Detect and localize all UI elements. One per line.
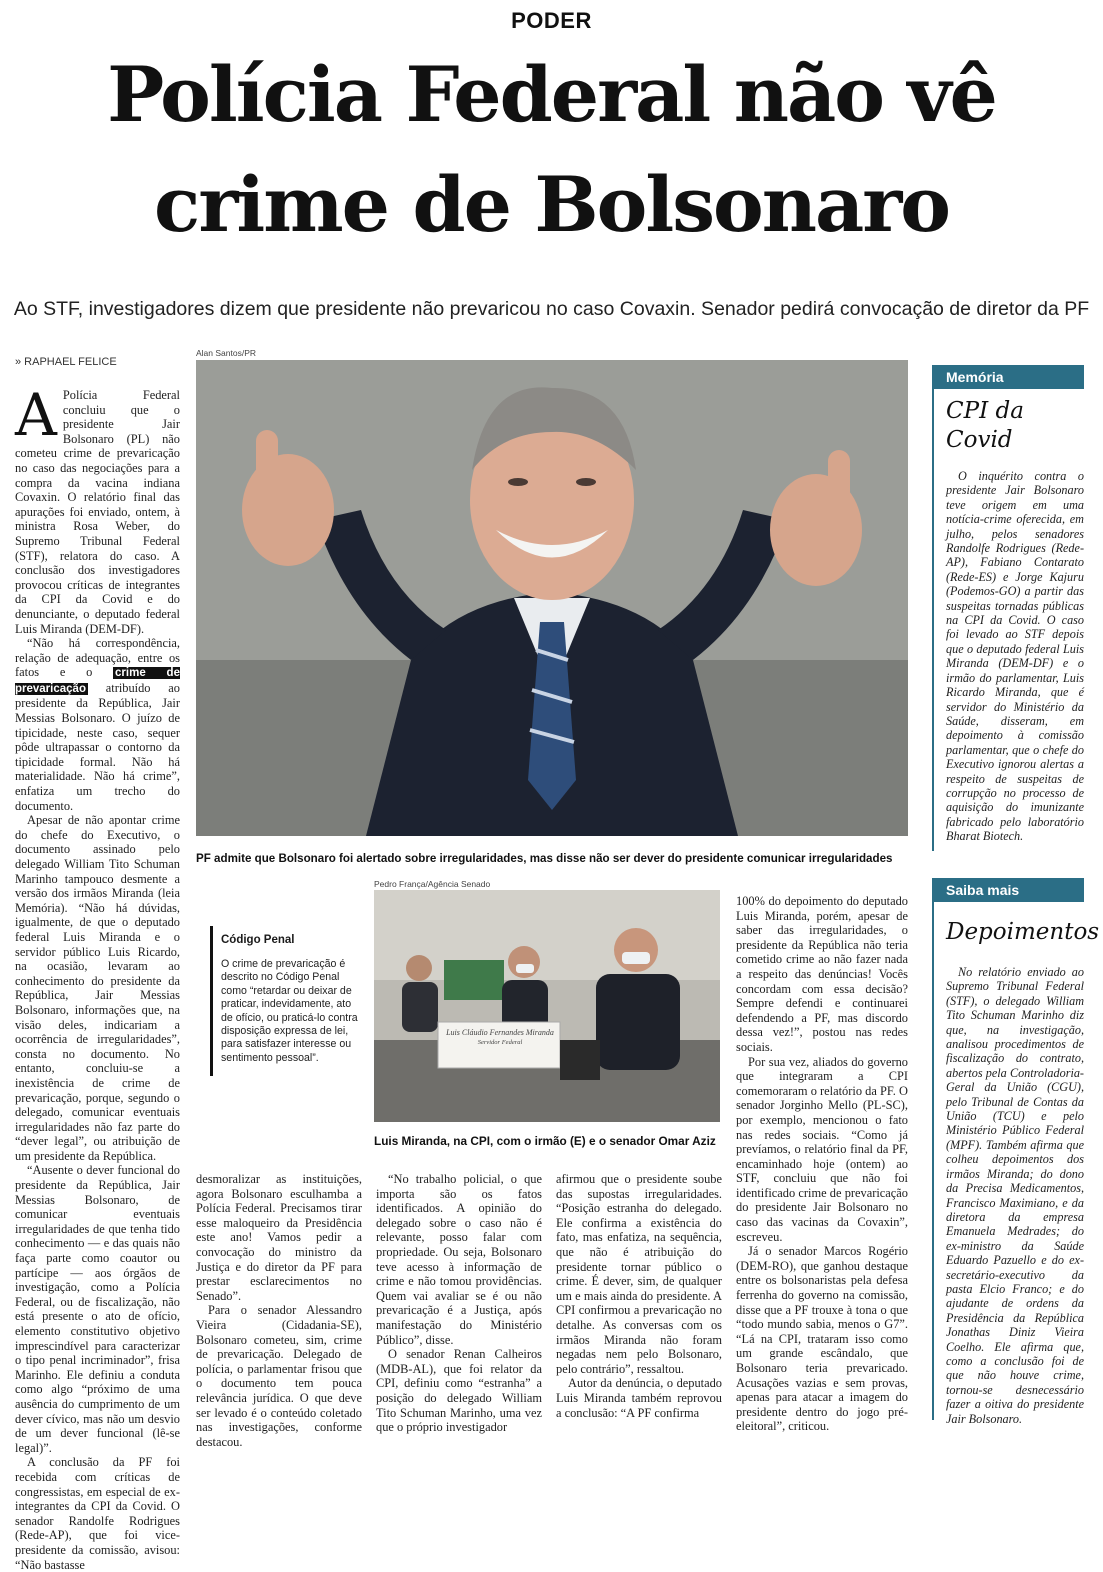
highlight-term: crime de prevaricação xyxy=(15,667,180,695)
memoria-title: CPI da Covid xyxy=(946,398,1024,453)
byline: » RAPHAEL FELICE xyxy=(15,356,117,368)
memoria-box xyxy=(932,389,1084,851)
saiba-mais-text: No relatório enviado ao Supremo Tribunal Federal (STF), o delegado William Tito Schuman Marinho diz que, na investigação, analisou procedimentos de fiscalização do contrato, abertos pela Controladoria-Geral da União (CGU), pelo Tribunal de Contas da União (TCU) e pelo Ministério Público Federal (MPF). Também afirma que colheu depoimentos dos irmãos Miranda; do dono da Precisa Medicamentos, Francisco Maximiano, e da diretora da empresa Emanuela Medrades; do ex-ministro da Saúde Eduardo Pazuello e do ex-secretário-executivo da pasta Elcio Franco; e do ajudante de ordens da Presidência da República Jonathas Diniz Vieira Coelho. Ele afirma que, como a conclusão foi de que não houve crime, tornou-se desnecessário fazer a oitiva do presidente Jair Bolsonaro. xyxy=(946,965,1084,1426)
paragraph: “Não há correspondência, relação de adequação, entre os fatos e o crime de prevaricação atribuído ao presidente da República, Jair Messias Bolsonaro. O juízo de tipicidade, neste caso, sequer pôde ultrapassar o contorno da tipicidade formal. Não há materialidade. Não há crime”, enfatiza um trecho do documento. xyxy=(15,636,180,813)
memoria-text: O inquérito contra o presidente Jair Bolsonaro teve origem em uma notícia-crime oferecida, em julho, pelos senadores Randolfe Rodrigues (Rede-AP), Fabiano Contarato (Rede-ES) e Jorge Kajuru (Podemos-GO) a partir das suspeitas tornadas públicas na CPI da Covid. O caso foi levado ao STF depois que o deputado federal Luis Miranda (DEM-DF) e o irmão do parlamentar, Luis Ricardo Miranda, que é servidor do Ministério da Saúde, disseram, em depoimento à comissão parlamentar, que o chefe do Executivo ignorou alertas a respeito de suspeitas de corrupção no processo de aquisição do imunizante fabricado pelo laboratório Bharat Biotech. xyxy=(946,469,1084,844)
paragraph: Autor da denúncia, o deputado Luis Miranda também reprovou a conclusão: “A PF confirma xyxy=(556,1376,722,1420)
paragraph: afirmou que o presidente soube das supostas irregularidades. “Posição estranha do delegado. Ele confirma a existência do fato, mas enfatiza, na sequência, que não é atribuição do presidente tornar público o crime. É dever, sim, de qualquer um e mais ainda do presidente. A CPI confirmou a prevaricação no detalhe. As conversas com os irmãos Miranda não foram negadas nem pelo Bolsonaro, pelo contrário”, ressaltou. xyxy=(556,1172,722,1376)
memoria-label: Memória xyxy=(932,365,1084,389)
article-column-2 xyxy=(196,1172,362,1449)
subheadline: Ao STF, investigadores dizem que presidente não prevaricou no caso Covaxin. Senador pedirá convocação de diretor da PF xyxy=(13,298,1090,320)
second-photo xyxy=(374,890,720,1122)
codigo-penal-text: O crime de prevaricação é descrito no Código Penal como “retardar ou deixar de praticar, indevidamente, ato de ofício, ou praticá-lo contra disposição expressa de lei, para satisfazer interesse ou sentimento pessoal”. xyxy=(221,958,358,1064)
headline-line-1: Polícia Federal não vê xyxy=(107,50,996,139)
second-photo-credit: Pedro França/Agência Senado xyxy=(374,879,491,889)
paragraph: Já o senador Marcos Rogério (DEM-RO), que ganhou destaque entre os bolsonaristas pela defesa ferrenha do governo na comissão, disse que a PF trouxe à tona o que “todo mundo sabia, menos o G7”. “Lá na CPI, trataram isso como um grande escândalo, que Bolsonaro teria prevaricado. Acusações vazias e sem provas, apenas para atacar a imagem do presidente dentro do jogo pré-eleitoral”, criticou. xyxy=(736,1244,908,1434)
nameplate: Luis Cláudio Fernandes Miranda Servidor Federal xyxy=(446,1028,554,1046)
paragraph: Para o senador Alessandro Vieira (Cidadania-SE), Bolsonaro cometeu, sim, crime de prevaricação. Delegado de polícia, o parlamentar frisou que o documento tem pouca relevância jurídica. O que deve ser levado é o conteúdo coletado nas investigações, conforme destacou. xyxy=(196,1303,362,1449)
paragraph: Apesar de não apontar crime do chefe do Executivo, o documento assinado pelo delegado William Tito Schuman Marinho tampouco desmente a versão dos irmãos Miranda (leia Memória). “Não há dúvidas, igualmente, de que o deputado federal Luis Miranda e o servidor público Luis Ricardo, na ocasião, levaram ao conhecimento do presidente da República, Jair Messias Bolsonaro, informações que, na visão deles, indicariam a ocorrência de irregularidades”, consta no documento. No entanto, concluiu-se a inexistência de crime de prevaricação, porque, segundo o delegado, comunicar eventuais irregularidades não faz parte do “dever legal”, ou atribuição de um presidente da República. xyxy=(15,813,180,1163)
cpi-session-illustration xyxy=(374,890,720,1122)
second-photo-caption: Luis Miranda, na CPI, com o irmão (E) e o senador Omar Aziz xyxy=(374,1134,716,1148)
saiba-mais-box xyxy=(932,902,1100,1426)
paragraph: 100% do depoimento do deputado Luis Miranda, porém, apesar de saber das irregularidades, o presidente da República não teria cometido crime ao não fazer nada a respeito das denúncias! Vocês concordam com essa decisão? Sempre defendi e continuarei defendendo a PF, mas discordo dessa vez!”, postou nas redes sociais. xyxy=(736,894,908,1054)
dropcap: A xyxy=(15,381,57,449)
headline-line-2: crime de Bolsonaro xyxy=(154,160,949,249)
paragraph: Por sua vez, aliados do governo que integraram a CPI comemoraram o relatório da PF. O senador Jorginho Mello (PL-SC), por exemplo, mencionou o fato nas redes sociais. “Como já prevíamos, o relatório final da PF, encaminhado hoje (ontem) ao STF, concluiu que não foi identificado crime de prevaricação do presidente Jair Bolsonaro no caso das vacinas da Covaxin”, escreveu. xyxy=(736,1054,908,1244)
saiba-mais-title: Depoimentos xyxy=(946,919,1100,945)
paragraph: O senador Renan Calheiros (MDB-AL), que foi relator da CPI, definiu como “estranha” a posição do delegado William Tito Schuman Marinho, uma vez que o próprio investigador xyxy=(376,1347,542,1435)
codigo-penal-box xyxy=(210,926,360,1076)
codigo-penal-title: Código Penal xyxy=(221,934,295,946)
paragraph: A conclusão da PF foi recebida com críticas de congressistas, em especial de ex-integrantes da CPI da Covid. O senador Randolfe Rodrigues (Rede-AP), que foi vice-presidente da comissão, avisou: “Não bastasse xyxy=(15,1455,180,1572)
saiba-mais-label: Saiba mais xyxy=(932,878,1084,902)
bolsonaro-thumbs-up-illustration xyxy=(196,360,908,836)
article-column-1 xyxy=(15,381,180,1572)
article-column-3 xyxy=(376,1172,542,1435)
article-column-5 xyxy=(736,894,908,1434)
paragraph: A Polícia Federal concluiu que o presidente Jair Bolsonaro (PL) não cometeu crime de prevaricação no caso das negociações para a compra da vacina indiana Covaxin. O relatório final das apurações foi enviado, ontem, à ministra Rosa Weber, do Supremo Tribunal Federal (STF), relatora do caso. A conclusão dos investigadores provocou críticas de integrantes da CPI da Covid e do denunciante, o deputado federal Luis Miranda (DEM-DF). xyxy=(15,381,180,636)
photo-credit: Alan Santos/PR xyxy=(196,348,257,358)
main-photo-caption: PF admite que Bolsonaro foi alertado sobre irregularidades, mas disse não ser dever do presidente comunicar irregularidades xyxy=(196,852,893,865)
section-label: PODER xyxy=(511,8,592,33)
main-photo xyxy=(196,360,908,836)
article-column-4 xyxy=(556,1172,722,1420)
headline xyxy=(0,40,1103,260)
paragraph: “Ausente o dever funcional do presidente da República, Jair Messias Bolsonaro, de comunicar eventuais irregularidades de que tenha tido conhecimento — e das quais não faça parte como coautor ou partícipe — aos órgãos de investigação, como a Polícia Federal, ou de fiscalização, não está presente o ato de ofício, elemento constitutivo objetivo imprescindível para caracterizar o tipo penal incriminador”, frisa Marinho. Ele definiu a conduta como algo “próximo de uma ausência do cumprimento de um dever cívico, mas não um desvio de um dever funcional (lê-se legal)”. xyxy=(15,1163,180,1455)
paragraph: “No trabalho policial, o que importa são os fatos identificados. A opinião do delegado sobre o caso não é relevante, posso falar com propriedade. Ou seja, Bolsonaro teve acesso à informação de crime e não tomou providências. Quem vai avaliar se é ou não prevaricação é a Justiça, após manifestação do Ministério Público”, disse. xyxy=(376,1172,542,1347)
paragraph: desmoralizar as instituições, agora Bolsonaro esculhamba a Polícia Federal. Precisamos tirar esse maloqueiro da Presidência este ano! Vamos pedir a convocação do ministro da Justiça e do diretor da PF para prestar esclarecimentos no Senado”. xyxy=(196,1172,362,1303)
